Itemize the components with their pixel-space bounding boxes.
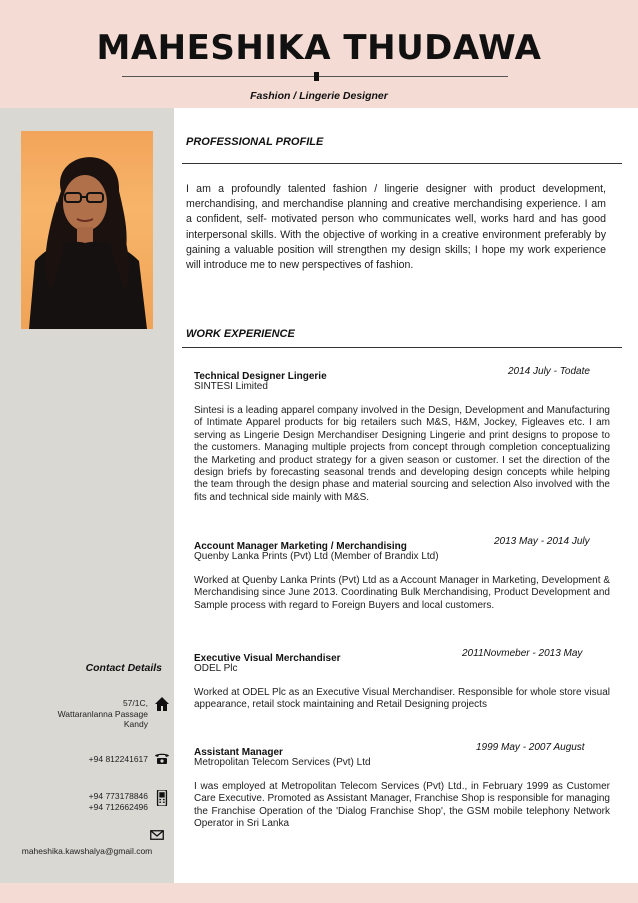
address-line: 57/1C, — [122, 698, 148, 708]
phone-text[interactable]: +94 812241617 — [88, 754, 148, 764]
job-company: ODEL Plc — [194, 663, 238, 674]
job-description: Worked at Quenby Lanka Prints (Pvt) Ltd as a Account Manager in Marketing, Development & Merchandising since June 2013. Coordinating Bulk Merchandising, Product Development and Sample process with regard to Foreign Buyers and local customers. — [194, 575, 610, 611]
job-company: Metropolitan Telecom Services (Pvt) Ltd — [194, 757, 371, 768]
experience-section-divider — [182, 347, 622, 348]
experience-section-title: WORK EXPERIENCE — [186, 328, 295, 340]
footer-band — [0, 883, 638, 903]
profile-text: I am a profoundly talented fashion / lingerie designer with product development, merchandising, and merchandise planning and creative merchandising experience. I am a confident, self- motivated person who communicates well, works hard and has good interpersonal skills. With the objective of working in a creative environment preferably by gaining a valuable position will strengthen my design skills; I hope my work experience will introduce me to new perspectives of fashion. — [186, 183, 606, 272]
address-line: Wattaranlanna Passage — [57, 708, 148, 719]
job-dates: 2014 July - Todate — [508, 366, 590, 377]
profile-section-divider — [182, 163, 622, 164]
profile-section-title: PROFESSIONAL PROFILE — [186, 136, 324, 148]
job-entry — [194, 366, 610, 504]
home-icon — [154, 696, 170, 712]
job-entry — [194, 536, 610, 612]
address-row — [0, 694, 174, 734]
mobile-number[interactable]: +94 712662496 — [88, 801, 148, 812]
job-dates: 2011Novmeber - 2013 May — [462, 648, 583, 659]
header-divider-marker — [314, 72, 319, 81]
job-subtitle: Fashion / Lingerie Designer — [250, 90, 388, 102]
job-entry — [194, 648, 610, 712]
contact-title: Contact Details — [85, 662, 162, 674]
job-title: Assistant Manager — [194, 747, 283, 758]
address-text — [58, 698, 148, 730]
candidate-name: MAHESHIKA THUDAWA — [96, 28, 542, 68]
profile-photo — [21, 131, 153, 329]
job-title: Technical Designer Lingerie — [194, 371, 327, 382]
mobile-phone-icon — [156, 790, 168, 806]
job-dates: 2013 May - 2014 July — [494, 536, 590, 547]
address-line: Kandy — [123, 719, 148, 729]
job-description: Worked at ODEL Plc as an Executive Visual Merchandiser. Responsible for whole store visual appearance, retail stock maintaining and Retail Designing projects — [194, 687, 610, 711]
envelope-icon — [150, 830, 164, 840]
email-text[interactable]: maheshika.kawshalya@gmail.com — [21, 846, 153, 856]
job-description: Sintesi is a leading apparel company involved in the Design, Development and Manufacturing of Intimate Apparel products for big retailers such M&S, H&M, Jockey, Figleaves etc. I am serving as Lingerie Design Merchandiser Designing Lingerie and print designs to propose to the customers. Managing multiple projects from concept through completion conceptualizing the Marketing and product strategy for a given season or customer. I set the direction of the design briefs by forecasting seasonal trends and developing design concepts while helping the team through the design phase and material sourcing and selection Also involved with the fits and technical side mainly with M&S. — [194, 405, 610, 503]
job-company: SINTESI Limited — [194, 381, 268, 392]
job-title: Account Manager Marketing / Merchandising — [194, 541, 407, 552]
job-description: I was employed at Metropolitan Telecom Services (Pvt) Ltd., in February 1999 as Customer Care Executive. Promoted as Assistant Manager, Franchise Shop is responsible for managing the Franchise Operation of the 'Dialog Franchise Shop', the GSM mobile telephony Network Operator in Sri Lanka — [194, 781, 610, 830]
job-title: Executive Visual Merchandiser — [194, 653, 341, 664]
job-company: Quenby Lanka Prints (Pvt) Ltd (Member of Brandix Ltd) — [194, 551, 439, 562]
telephone-icon — [154, 750, 170, 766]
job-entry — [194, 742, 610, 831]
mobile-row — [0, 788, 174, 814]
mobile-text — [89, 791, 148, 812]
phone-row — [0, 750, 174, 768]
job-dates: 1999 May - 2007 August — [476, 742, 585, 753]
mobile-number[interactable]: +94 773178846 — [88, 791, 148, 801]
